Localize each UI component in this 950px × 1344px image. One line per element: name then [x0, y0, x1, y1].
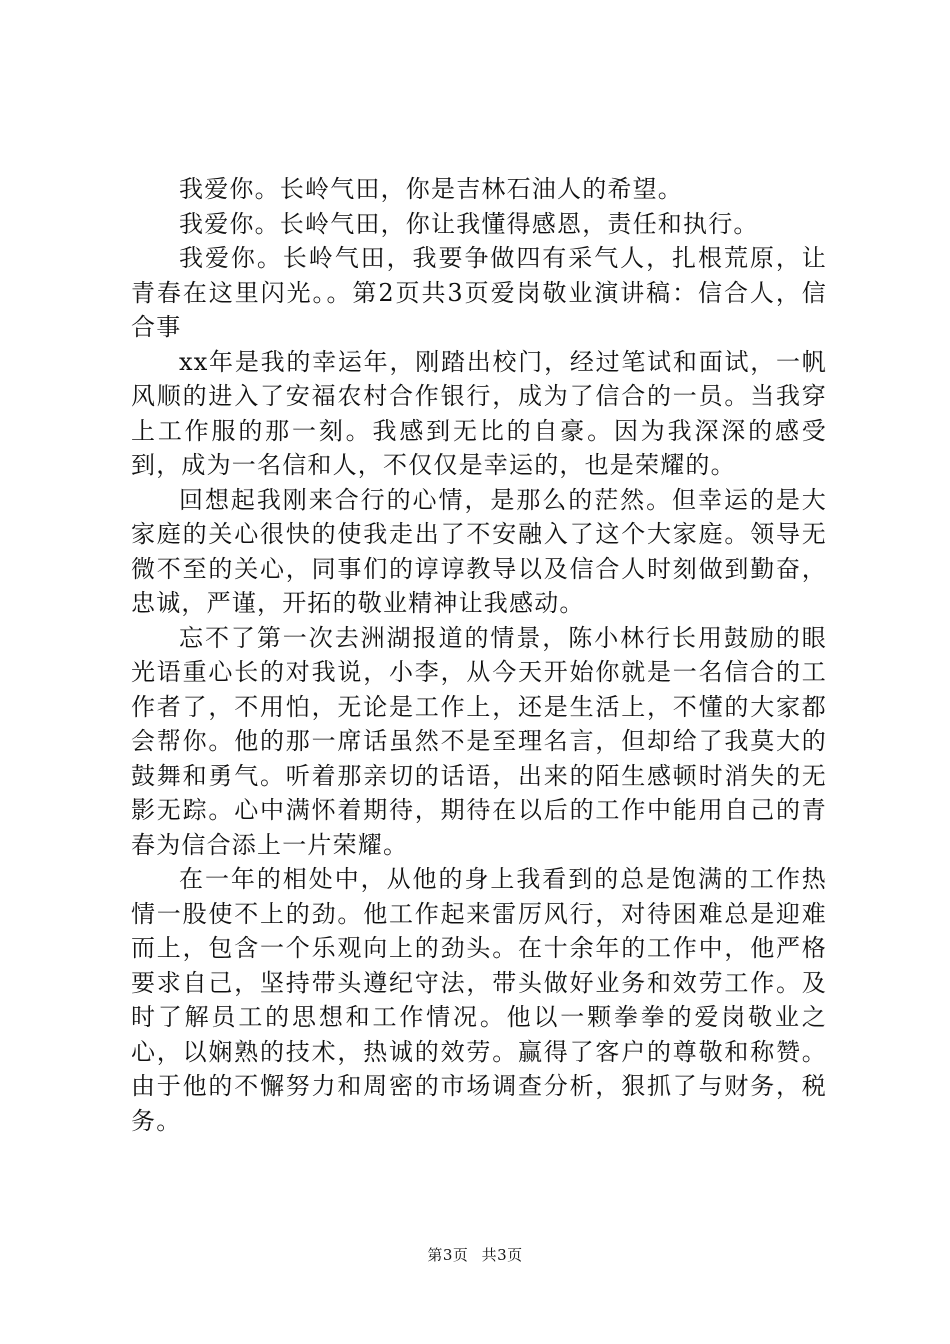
paragraph: 我爱你。长岭气田，你是吉林石油人的希望。 — [179, 175, 683, 203]
paragraph: xx年是我的幸运年，刚踏出校门，经过笔试和面试，一帆风顺的进入了安福农村合作银行，成为了信合的一员。当我穿上工作服的那一刻。我感到无比的自豪。因为我深深的感受到，成为一名信和人，不仅仅是幸运的，也是荣耀的。 — [131, 347, 827, 479]
paragraph: 在一年的相处中，从他的身上我看到的总是饱满的工作热情一股使不上的劲。他工作起来雷厉风行，对待困难总是迎难而上，包含一个乐观向上的劲头。在十余年的工作中，他严格要求自己，坚持带头遵纪守法，带头做好业务和效劳工作。及时了解员工的思想和工作情况。他以一颗拳拳的爱岗敬业之心，以娴熟的技术，热诚的效劳。赢得了客户的尊敬和称赞。由于他的不懈努力和周密的市场调查分析，狠抓了与财务，税务。 — [131, 865, 827, 1135]
page-footer — [0, 1244, 950, 1265]
document-body — [131, 172, 827, 1138]
paragraph: 我爱你。长岭气田，我要争做四有采气人，扎根荒原，让青春在这里闪光。。第2页共3页爱岗敬业演讲稿：信合人，信合事 — [131, 244, 827, 341]
page-number: 第3页 — [427, 1246, 469, 1264]
paragraph: 忘不了第一次去洲湖报道的情景，陈小林行长用鼓励的眼光语重心长的对我说，小李，从今天开始你就是一名信合的工作者了，不用怕，无论是工作上，还是生活上，不懂的大家都会帮你。他的那一席话虽然不是至理名言，但却给了我莫大的鼓舞和勇气。听着那亲切的话语，出来的陌生感顿时消失的无影无踪。心中满怀着期待，期待在以后的工作中能用自己的青春为信合添上一片荣耀。 — [131, 623, 827, 859]
paragraph: 回想起我刚来合行的心情，是那么的茫然。但幸运的是大家庭的关心很快的使我走出了不安融入了这个大家庭。领导无微不至的关心，同事们的谆谆教导以及信合人时刻做到勤奋，忠诚，严谨，开拓的敬业精神让我感动。 — [131, 485, 827, 617]
page-total: 共3页 — [481, 1246, 523, 1264]
paragraph: 我爱你。长岭气田，你让我懂得感恩，责任和执行。 — [179, 209, 759, 238]
